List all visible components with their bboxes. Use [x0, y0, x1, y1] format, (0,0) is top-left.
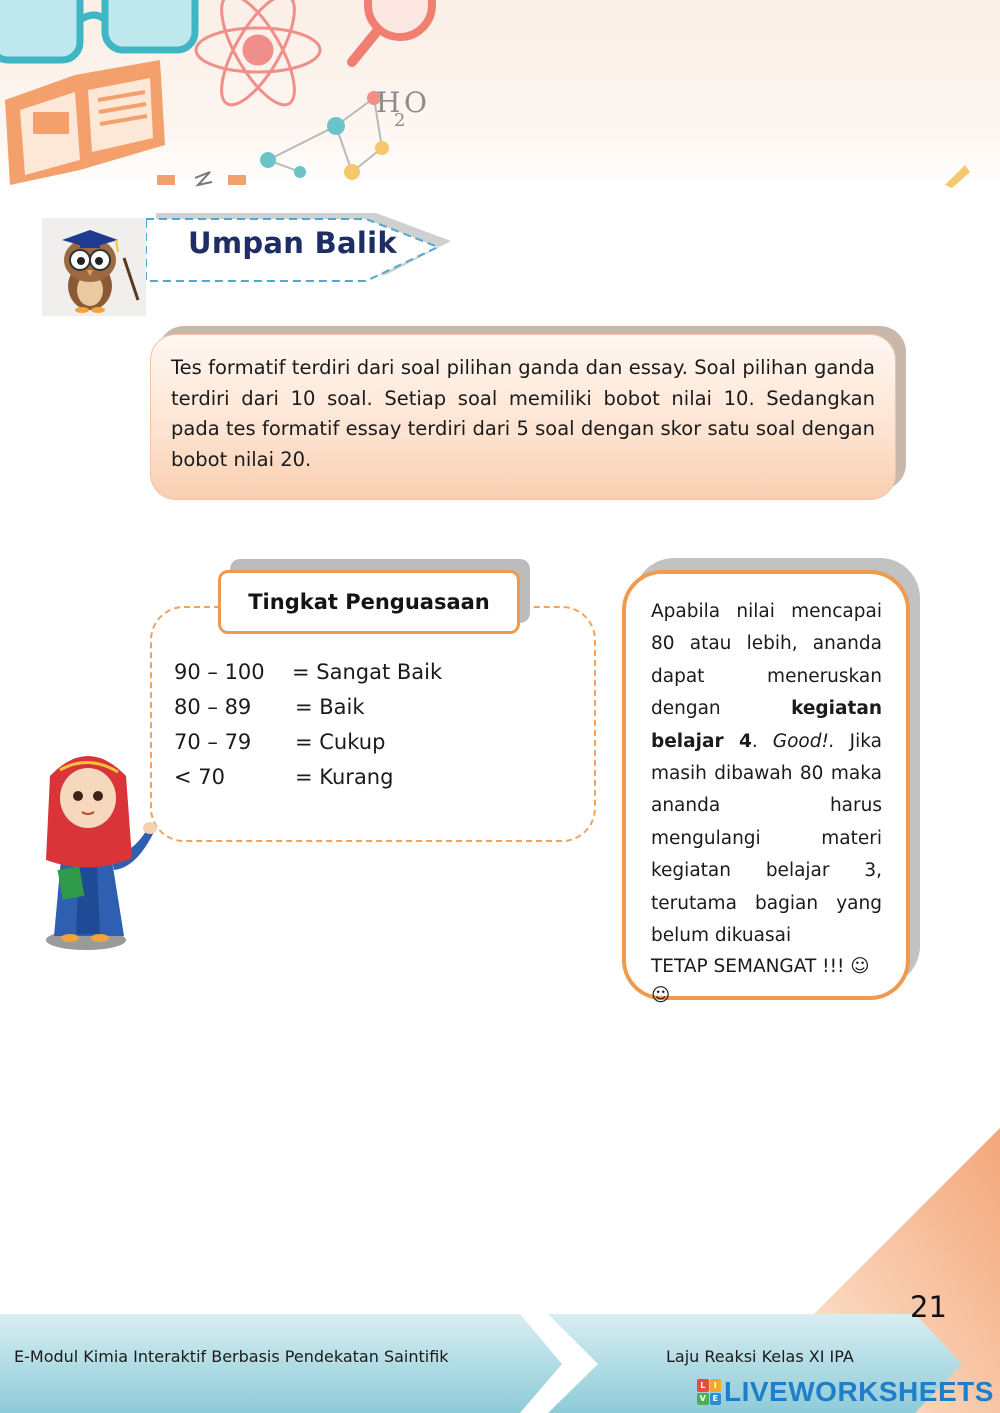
- formula-h: H: [376, 86, 401, 119]
- footer-topic: Laju Reaksi Kelas XI IPA: [666, 1347, 854, 1366]
- logo-letter: I: [710, 1379, 722, 1392]
- mastery-title: Tingkat Penguasaan: [248, 590, 490, 614]
- info-text-italic: Good!.: [772, 730, 835, 752]
- mastery-range: 90 – 100: [174, 660, 265, 684]
- mastery-label: = Kurang: [295, 765, 394, 789]
- mastery-range: 80 – 89: [174, 695, 252, 719]
- mastery-label: = Cukup: [295, 730, 386, 754]
- page-title: Umpan Balik: [188, 226, 397, 260]
- mastery-label: = Baik: [295, 695, 365, 719]
- page-number: 21: [910, 1290, 947, 1324]
- mastery-range: < 70: [174, 765, 225, 789]
- mastery-label: = Sangat Baik: [292, 660, 443, 684]
- info-text-bold: kegiatan belajar 4: [651, 698, 882, 752]
- intro-text: Tes formatif terdiri dari soal pilihan ganda dan essay. Soal pilihan ganda terdiri dari 10 soal. Setiap soal memiliki bobot nilai 10. Sedangkan pada tes formatif essay terdiri dari 5 soal dengan skor satu soal dengan bobot nilai 20.: [171, 356, 875, 471]
- info-text-part3: Jika masih dibawah 80 maka ananda harus mengulangi materi kegiatan belajar 3, terutama bagian yang belum dikuasai: [651, 730, 882, 947]
- logo-letter: E: [710, 1393, 722, 1406]
- formula-o: O: [404, 86, 427, 119]
- liveworksheets-logo[interactable]: [697, 1376, 994, 1408]
- info-text-part2: .: [751, 730, 773, 752]
- formula-subscript: 2: [394, 110, 406, 131]
- info-text-part1: Apabila nilai mencapai 80 atau lebih, ananda dapat meneruskan dengan: [651, 601, 882, 720]
- mastery-range: 70 – 79: [174, 730, 252, 754]
- footer-module-title: E-Modul Kimia Interaktif Berbasis Pendekatan Saintifik: [14, 1347, 449, 1366]
- cheer-text: TETAP SEMANGAT !!! ☺ ☺: [651, 956, 870, 1007]
- liveworksheets-logo-text: LIVEWORKSHEETS: [724, 1376, 994, 1407]
- liveworksheets-icon: [697, 1379, 721, 1405]
- logo-letter: L: [697, 1379, 709, 1392]
- logo-letter: V: [697, 1393, 709, 1406]
